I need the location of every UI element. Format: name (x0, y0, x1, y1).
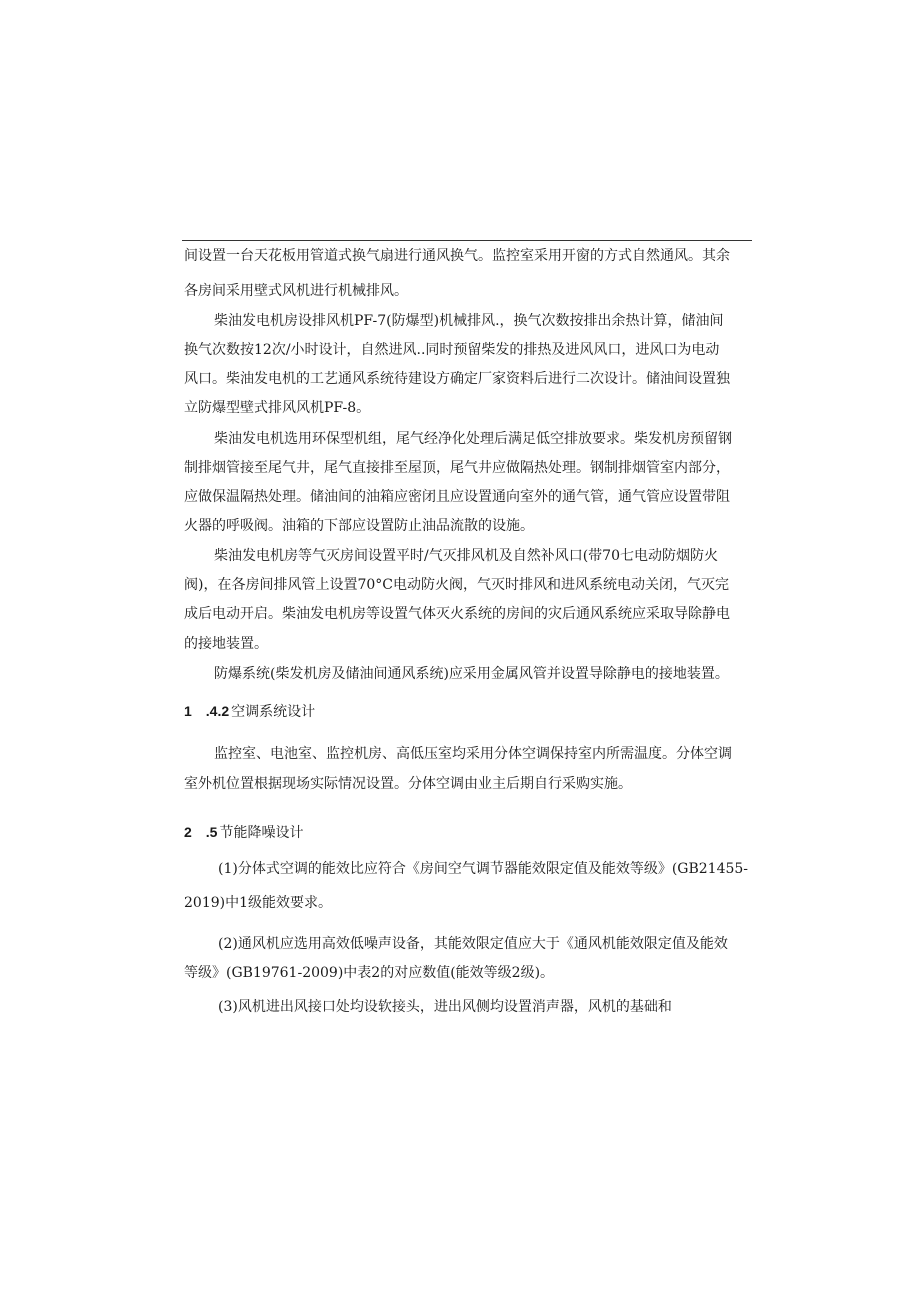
text-line: 成后电动开启。柴油发电机房等设置气体灭火系统的房间的灾后通风系统应采取导除静电 (184, 606, 730, 622)
list-item-line: 2019)中1级能效要求。 (184, 895, 332, 911)
text-line: 室外机位置根据现场实际情况设置。分体空调由业主后期自行采购实施。 (184, 776, 632, 792)
text-line: 的接地装置。 (184, 636, 268, 652)
text-line: 监控室、电池室、监控机房、高低压室均采用分体空调保持室内所需温度。分体空调 (214, 746, 732, 762)
text-line: 立防爆型壁式排风风机PF-8。 (184, 400, 371, 416)
text-line: 风口。柴油发电机的工艺通风系统待建设方确定厂家资料后进行二次设计。储油间设置独 (184, 371, 730, 387)
list-item-line: 等级》(GB19761-2009)中表2的对应数值(能效等级2级)。 (184, 965, 555, 981)
text-line: 换气次数按12次/小时设计，自然进风..同时预留柴发的排热及进风风口，进风口为电动 (184, 342, 720, 358)
list-item-line: (2)通风机应选用高效低噪声设备，其能效限定值应大于《通风机能效限定值及能效 (218, 936, 728, 952)
section-title: 节能降噪设计 (219, 825, 304, 841)
section-number: 2 .5 (184, 824, 218, 840)
section-title: 空调系统设计 (231, 704, 316, 720)
text-line: 应做保温隔热处理。储油间的油箱应密闭且应设置通向室外的通气管，通气管应设置带阻 (184, 489, 730, 505)
section-number: 1 .4.2 (184, 703, 230, 719)
text-line: 各房间采用壁式风机进行机械排风。 (184, 283, 408, 299)
list-item-line: (3)风机进出风接口处均设软接头，进出风侧均设置消声器，风机的基础和 (218, 999, 672, 1015)
text-line: 火器的呼吸阀。油箱的下部应设置防止油品流散的设施。 (184, 518, 534, 534)
list-item-line: (1)分体式空调的能效比应符合《房间空气调节器能效限定值及能效等级》(GB21455- (218, 861, 749, 877)
section-heading (184, 701, 315, 722)
text-line: 柴油发电机房设排风机PF-7(防爆型)机械排风.，换气次数按排出余热计算，储油间 (214, 313, 724, 329)
text-line: 间设置一台天花板用管道式换气扇进行通风换气。监控室采用开窗的方式自然通风。其余 (184, 248, 730, 264)
text-line: 制排烟管接至尾气井，尾气直接排至屋顶，尾气井应做隔热处理。钢制排烟管室内部分， (184, 460, 730, 476)
text-line: 柴油发电机选用环保型机组，尾气经净化处理后满足低空排放要求。柴发机房预留钢 (214, 431, 732, 447)
text-line: 阀)，在各房间排风管上设置70°C电动防火阀，气灭时排风和进风系统电动关闭，气灭完 (184, 577, 729, 593)
header-rule (182, 240, 752, 241)
text-line: 柴油发电机房等气灭房间设置平时/气灭排风机及自然补风口(带70七电动防烟防火 (214, 548, 718, 564)
section-heading (184, 822, 303, 843)
text-line: 防爆系统(柴发机房及储油间通风系统)应采用金属风管并设置导除静电的接地装置。 (214, 666, 729, 682)
